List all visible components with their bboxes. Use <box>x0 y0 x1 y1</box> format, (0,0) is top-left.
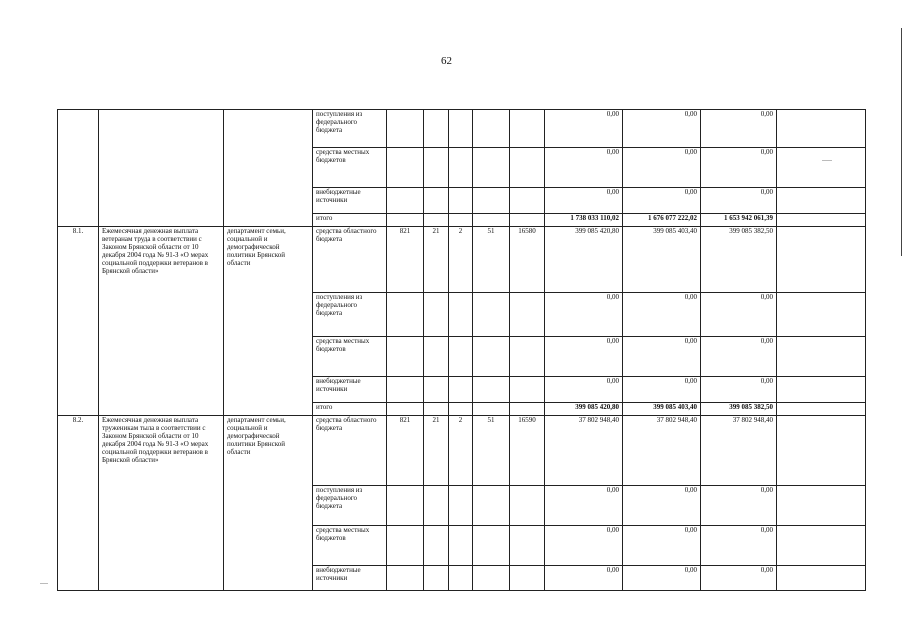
value-cell: 0,00 <box>545 293 623 337</box>
value-cell: 0,00 <box>623 148 701 188</box>
value-cell: 0,00 <box>701 566 777 591</box>
value-cell: 0,00 <box>545 486 623 526</box>
code-cell: 51 <box>473 416 510 486</box>
source-cell: средства областного бюджета <box>313 227 387 293</box>
scan-edge-line <box>901 28 902 256</box>
scan-mark <box>40 583 48 584</box>
source-cell: поступления из федерального бюджета <box>313 110 387 148</box>
code-cell: 2 <box>449 227 473 293</box>
program-table <box>57 109 866 591</box>
table-row <box>58 227 866 293</box>
source-cell: поступления из федерального бюджета <box>313 293 387 337</box>
source-cell: средства местных бюджетов <box>313 526 387 566</box>
value-cell: 0,00 <box>545 377 623 403</box>
total-cell: 1 738 033 110,02 <box>545 214 623 227</box>
value-cell: 37 802 948,40 <box>623 416 701 486</box>
source-cell: средства областного бюджета <box>313 416 387 486</box>
total-cell: 399 085 382,50 <box>701 403 777 416</box>
executor-cell <box>224 110 313 227</box>
num-cell <box>58 110 99 227</box>
value-cell: 0,00 <box>545 526 623 566</box>
value-cell: 37 802 948,40 <box>701 416 777 486</box>
value-cell: 0,00 <box>623 566 701 591</box>
value-cell: 0,00 <box>623 337 701 377</box>
table-row <box>58 416 866 486</box>
value-cell: 0,00 <box>701 110 777 148</box>
source-cell: средства местных бюджетов <box>313 148 387 188</box>
source-cell: средства местных бюджетов <box>313 337 387 377</box>
value-cell: 0,00 <box>545 566 623 591</box>
item-number: 8.1. <box>58 227 99 416</box>
value-cell: 0,00 <box>701 188 777 214</box>
table-row <box>58 110 866 148</box>
item-name: Ежемесячная денежная выплата ветеранам труда в соответствии с Законом Брянской области от 10 декабря 2004 года № 91-З «О мерах социальной поддержки ветеранов в Брянской области» <box>99 227 224 416</box>
item-name: Ежемесячная денежная выплата труженикам тыла в соответствии с Законом Брянской области от 10 декабря 2004 года № 91-З «О мерах социальной поддержки ветеранов в Брянской области» <box>99 416 224 591</box>
value-cell: 0,00 <box>701 337 777 377</box>
total-cell: 399 085 420,80 <box>545 403 623 416</box>
code-cell: 16590 <box>510 416 545 486</box>
source-cell: внебюджетные источники <box>313 377 387 403</box>
code-cell: 16580 <box>510 227 545 293</box>
value-cell: 399 085 403,40 <box>623 227 701 293</box>
value-cell: 0,00 <box>623 377 701 403</box>
source-cell: поступления из федерального бюджета <box>313 486 387 526</box>
total-cell: 1 653 942 061,39 <box>701 214 777 227</box>
code-cell: 21 <box>424 227 449 293</box>
total-cell: 399 085 403,40 <box>623 403 701 416</box>
value-cell: 0,00 <box>623 486 701 526</box>
value-cell: 0,00 <box>701 377 777 403</box>
item-executor: департамент семьи, социальной и демографической политики Брянской области <box>224 227 313 416</box>
item-number: 8.2. <box>58 416 99 591</box>
value-cell: 399 085 382,50 <box>701 227 777 293</box>
source-cell: итого <box>313 403 387 416</box>
code-cell: 2 <box>449 416 473 486</box>
value-cell: 0,00 <box>623 293 701 337</box>
page-number: 62 <box>441 55 452 67</box>
source-cell: итого <box>313 214 387 227</box>
code-cell: 51 <box>473 227 510 293</box>
value-cell: 0,00 <box>623 110 701 148</box>
value-cell: 0,00 <box>545 337 623 377</box>
code-cell: 21 <box>424 416 449 486</box>
value-cell: 0,00 <box>701 148 777 188</box>
value-cell: 0,00 <box>545 110 623 148</box>
value-cell: 0,00 <box>701 293 777 337</box>
code-cell: 821 <box>387 416 424 486</box>
value-cell: 0,00 <box>701 486 777 526</box>
total-cell: 1 676 077 222,02 <box>623 214 701 227</box>
value-cell: 0,00 <box>545 188 623 214</box>
value-cell: 0,00 <box>545 148 623 188</box>
value-cell: 0,00 <box>701 526 777 566</box>
name-cell <box>99 110 224 227</box>
value-cell: 399 085 420,80 <box>545 227 623 293</box>
value-cell: 37 802 948,40 <box>545 416 623 486</box>
source-cell: внебюджетные источники <box>313 188 387 214</box>
code-cell: 821 <box>387 227 424 293</box>
item-executor: департамент семьи, социальной и демографической политики Брянской области <box>224 416 313 591</box>
value-cell: 0,00 <box>623 188 701 214</box>
source-cell: внебюджетные источники <box>313 566 387 591</box>
value-cell: 0,00 <box>623 526 701 566</box>
